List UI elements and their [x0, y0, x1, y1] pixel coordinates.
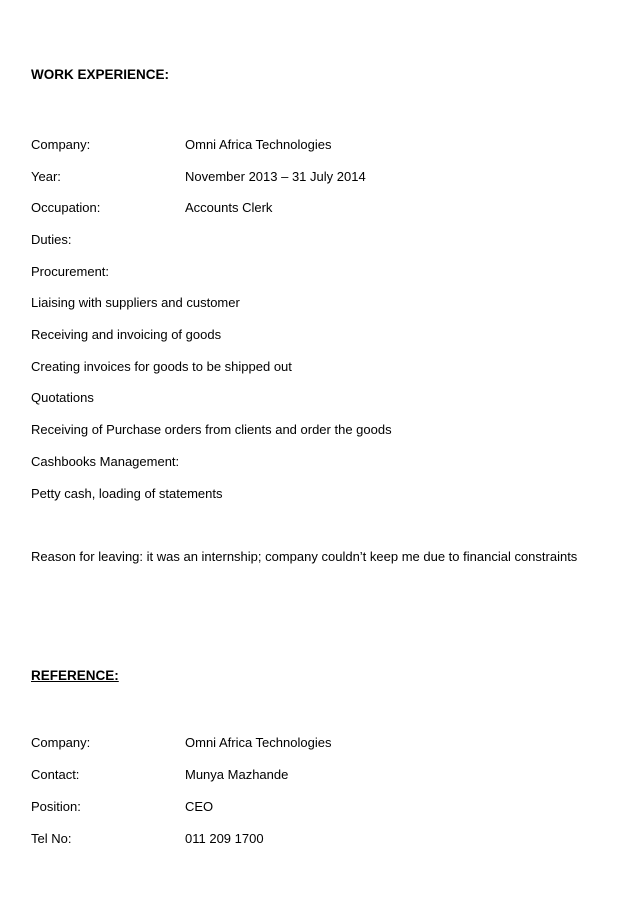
- reason-for-leaving: Reason for leaving: it was an internship; company couldn’t keep me due to financial constraints: [31, 549, 578, 564]
- work-company-row: [31, 137, 331, 153]
- work-occupation-row: [31, 200, 272, 216]
- work-occupation-label: Occupation:: [31, 200, 101, 215]
- procurement-item: Quotations: [31, 390, 94, 405]
- reference-position-row: [31, 799, 213, 815]
- reference-tel-value: 011 209 1700: [185, 831, 264, 846]
- reference-contact-value: Munya Mazhande: [185, 767, 289, 782]
- duties-label: Duties:: [31, 232, 72, 247]
- procurement-item: Receiving of Purchase orders from clients and order the goods: [31, 422, 392, 437]
- work-year-label: Year:: [31, 169, 61, 184]
- reference-tel-row: [31, 831, 264, 847]
- reference-company-value: Omni Africa Technologies: [185, 735, 332, 750]
- procurement-label: Procurement:: [31, 264, 110, 279]
- reference-position-label: Position:: [31, 799, 81, 814]
- reference-contact-row: [31, 767, 288, 783]
- work-experience-heading: WORK EXPERIENCE:: [31, 67, 170, 82]
- reference-company-row: [31, 735, 331, 751]
- cashbooks-item: Petty cash, loading of statements: [31, 486, 223, 501]
- reference-contact-label: Contact:: [31, 767, 80, 782]
- work-year-value: November 2013 – 31 July 2014: [185, 169, 366, 184]
- work-company-value: Omni Africa Technologies: [185, 137, 332, 152]
- procurement-item: Liaising with suppliers and customer: [31, 295, 240, 310]
- procurement-item: Creating invoices for goods to be shipped out: [31, 359, 292, 374]
- reference-company-label: Company:: [31, 735, 91, 750]
- reference-tel-label: Tel No:: [31, 831, 72, 846]
- reference-position-value: CEO: [185, 799, 214, 814]
- work-year-row: [31, 169, 366, 185]
- work-company-label: Company:: [31, 137, 91, 152]
- cashbooks-label: Cashbooks Management:: [31, 454, 180, 469]
- procurement-item: Receiving and invoicing of goods: [31, 327, 222, 342]
- reference-heading: REFERENCE:: [31, 668, 119, 683]
- work-occupation-value: Accounts Clerk: [185, 200, 273, 215]
